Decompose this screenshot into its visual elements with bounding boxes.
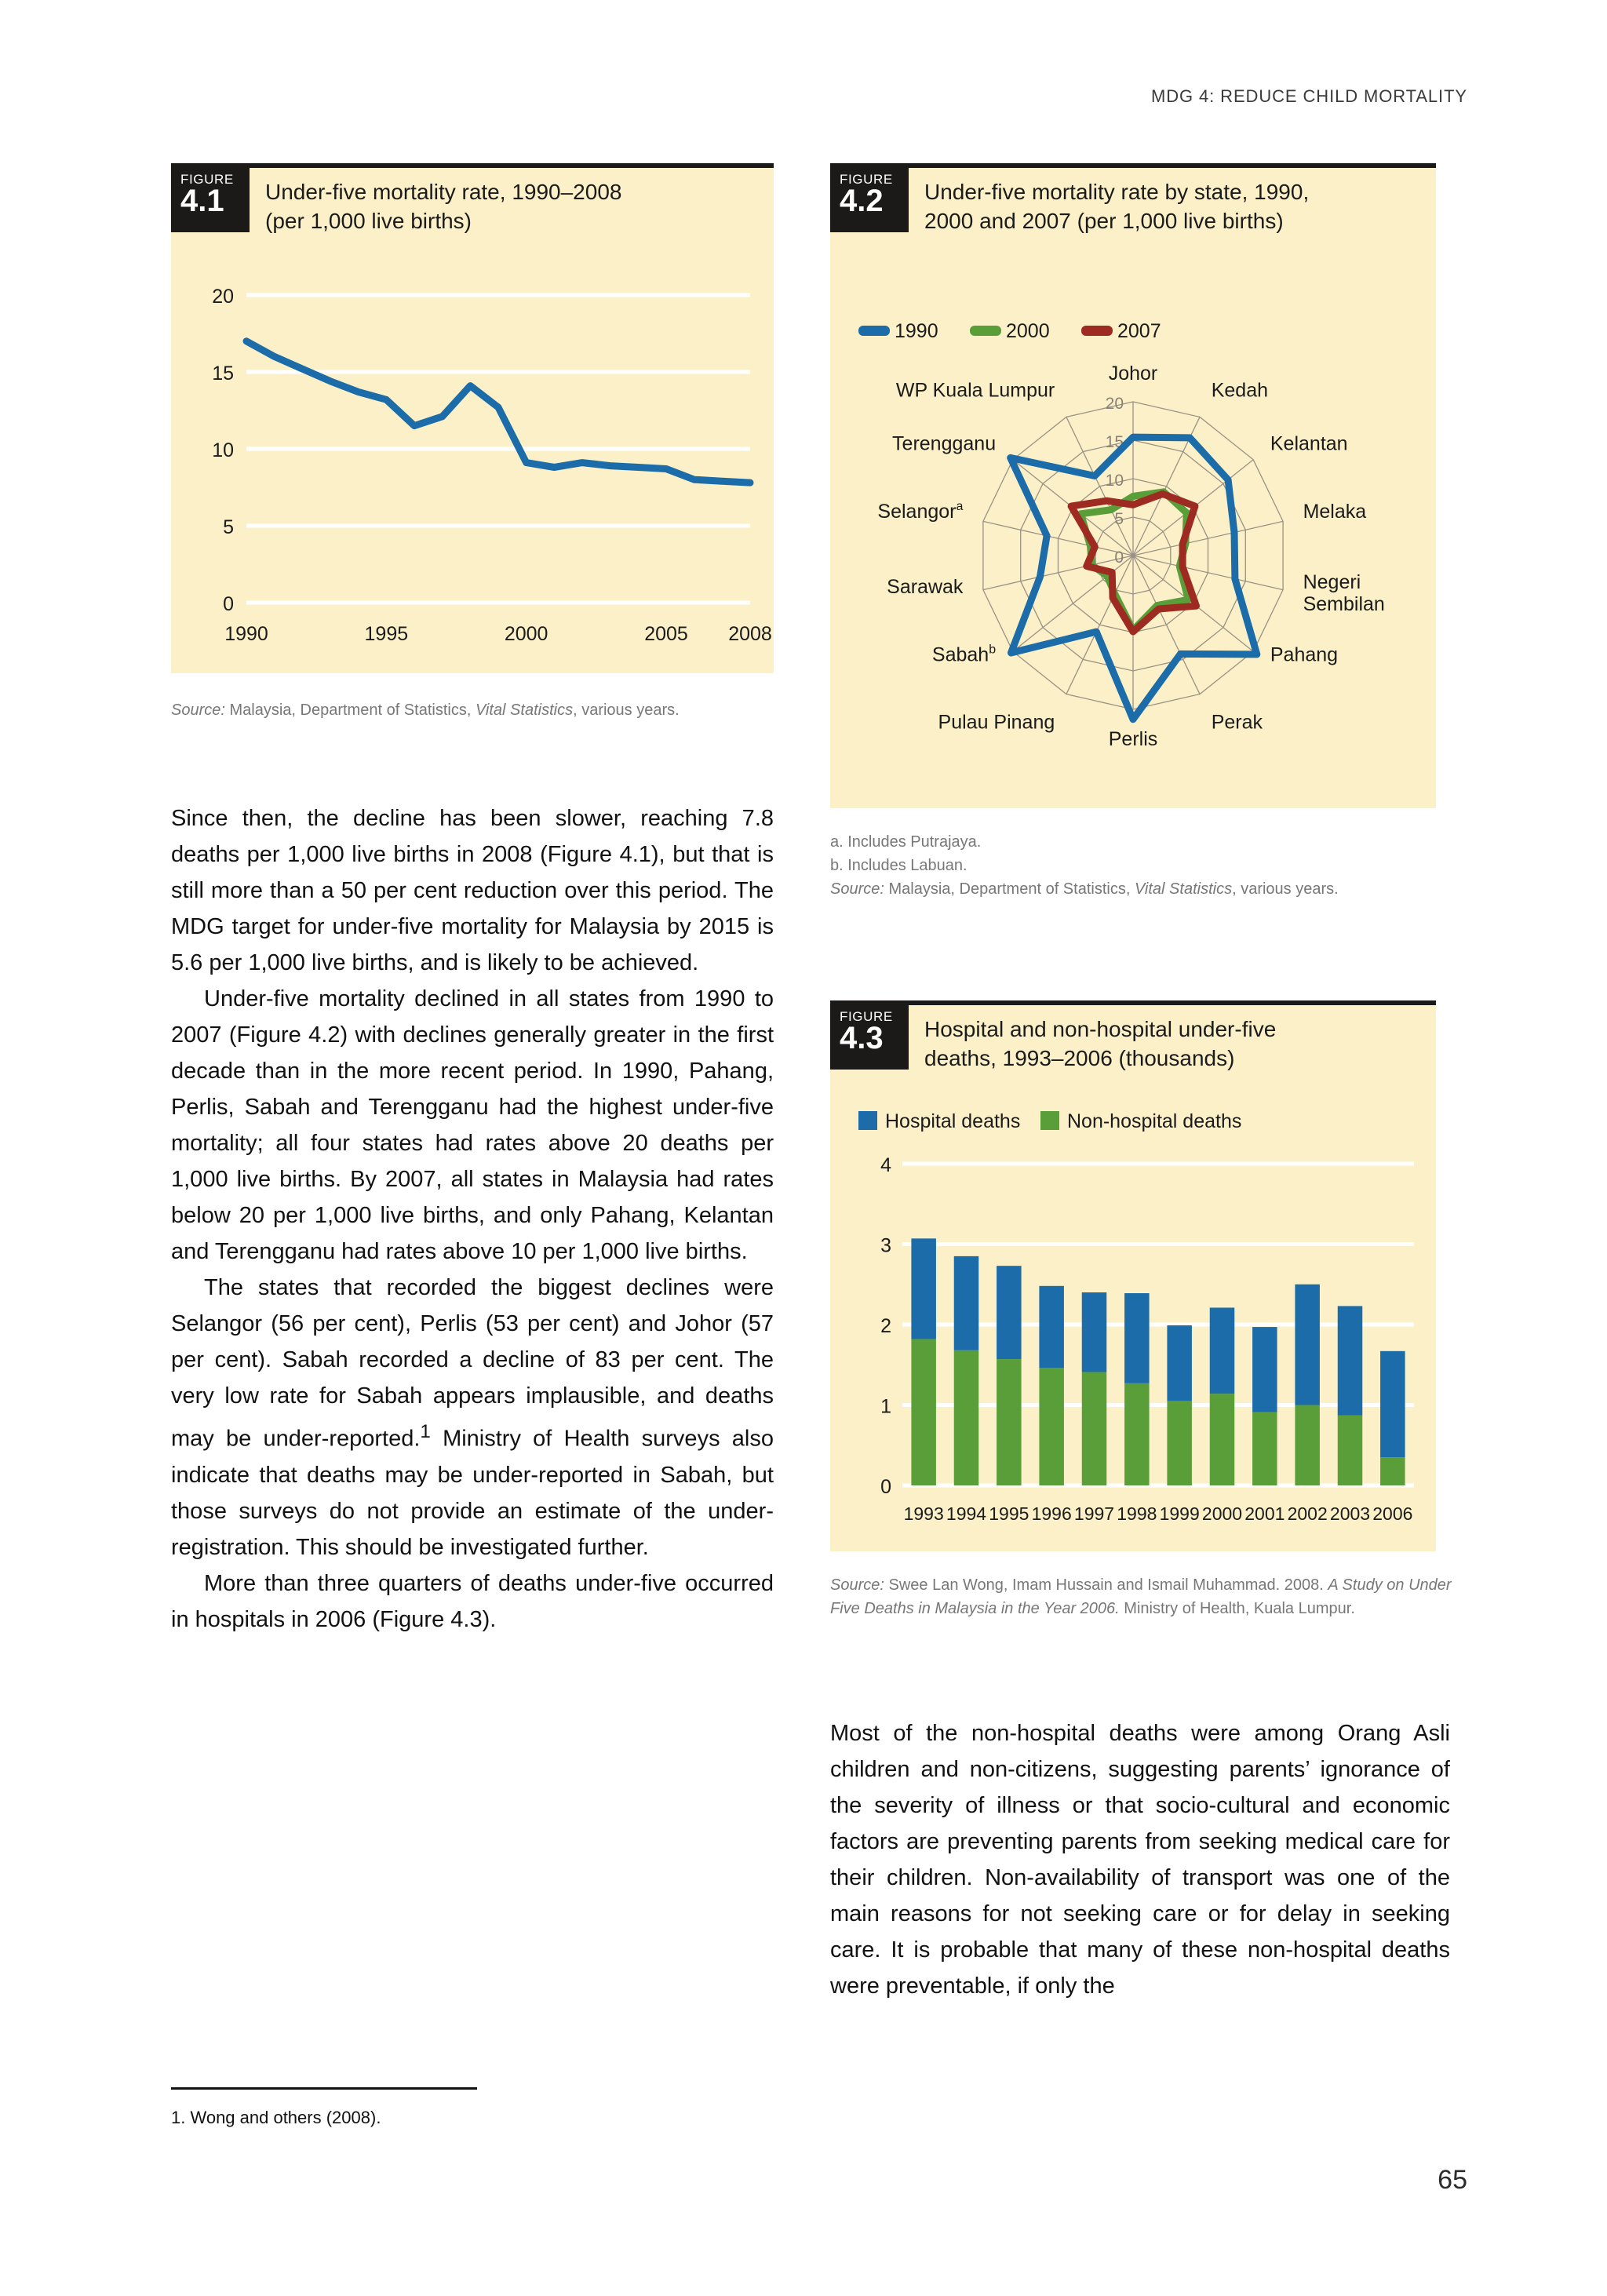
- svg-text:2007: 2007: [1117, 320, 1161, 342]
- footnote-marker-1: 1: [420, 1421, 431, 1442]
- svg-text:15: 15: [1105, 433, 1124, 451]
- svg-text:Kelantan: Kelantan: [1270, 432, 1348, 455]
- svg-text:1995: 1995: [364, 623, 409, 645]
- figure-4-3-bar-chart: [830, 1000, 1436, 1551]
- svg-text:1990: 1990: [224, 623, 268, 645]
- svg-text:Non-hospital deaths: Non-hospital deaths: [1067, 1110, 1242, 1132]
- left-paragraph-1: Since then, the decline has been slower, reaching 7.8 deaths per 1,000 live births in 2008 (Figure 4.1), but that is still more than a 50 per cent reduction over this period. The MDG target for under-five mortality for Malaysia by 2015 is 5.6 per 1,000 live births, and is likely to be achieved.: [171, 806, 774, 975]
- figure-4-1-title-line-1: Under-five mortality rate, 1990–2008: [265, 180, 622, 204]
- svg-text:2005: 2005: [644, 623, 688, 645]
- figure-4-3-container: [830, 1000, 1436, 1551]
- svg-text:10: 10: [212, 439, 234, 461]
- svg-text:5: 5: [1114, 510, 1124, 528]
- svg-text:Pahang: Pahang: [1270, 643, 1339, 666]
- figure-4-2-source-italic: Vital Statistics: [1134, 880, 1233, 898]
- figure-4-2-source: [830, 877, 1450, 901]
- svg-text:Sarawak: Sarawak: [887, 576, 964, 599]
- figure-4-3-title-line-1: Hospital and non-hospital under-five: [924, 1017, 1277, 1041]
- svg-text:0: 0: [1114, 548, 1124, 567]
- figure-4-2-source-text: Malaysia, Department of Statistics,: [884, 880, 1135, 898]
- svg-text:0: 0: [880, 1476, 891, 1498]
- svg-text:2000: 2000: [1006, 320, 1050, 342]
- svg-text:1: 1: [880, 1395, 891, 1418]
- svg-text:20: 20: [1105, 395, 1124, 413]
- figure-4-2-title-line-2: 2000 and 2007 (per 1,000 live births): [924, 209, 1284, 233]
- footnote-rule: [171, 2087, 477, 2090]
- right-paragraph-1: Most of the non-hospital deaths were among Orang Asli children and non-citizens, suggesting parents’ ignorance of the severity of illness or that socio-cultural and economic factors are preventing parents from seeking medical care for their children. Non-availability of transport was one of the main reasons for not seeking care or for delay in seeking care. It is probable that many of these non-hospital deaths were preventable, if only the: [830, 1721, 1450, 1999]
- right-column-body: [830, 1715, 1450, 2004]
- figure-4-2-tag-number: 4.2: [840, 184, 884, 218]
- figure-4-3-source-prefix: Source:: [830, 1576, 884, 1594]
- svg-text:0: 0: [223, 593, 234, 615]
- figure-4-2-tag-word: FIGURE: [840, 172, 893, 187]
- figure-4-2-radar-chart: [830, 163, 1436, 808]
- svg-text:1993: 1993: [903, 1503, 944, 1524]
- figure-4-2-source-prefix: Source:: [830, 880, 884, 898]
- svg-text:2000: 2000: [1201, 1503, 1243, 1524]
- svg-text:2006: 2006: [1372, 1503, 1413, 1524]
- svg-text:2: 2: [880, 1315, 891, 1337]
- figure-4-1-line-chart: [171, 163, 774, 673]
- svg-text:1996: 1996: [1031, 1503, 1072, 1524]
- svg-text:Selangora: Selangor$^a$: [877, 499, 964, 523]
- svg-text:Hospital deaths: Hospital deaths: [885, 1110, 1021, 1132]
- figure-4-1-source: [171, 698, 775, 722]
- svg-text:Perlis: Perlis: [1108, 728, 1158, 750]
- figure-4-3-tag-word: FIGURE: [840, 1009, 893, 1024]
- svg-text:Pulau Pinang: Pulau Pinang: [938, 711, 1055, 734]
- left-paragraph-4: More than three quarters of deaths under-five occurred in hospitals in 2006 (Figure 4.3).: [171, 1570, 774, 1632]
- svg-text:Terengganu: Terengganu: [892, 432, 997, 455]
- figure-4-3-source-italic: A Study on Under Five Deaths in Malaysia in the Year 2006.: [830, 1576, 1452, 1617]
- figure-4-2-source-tail: , various years.: [1232, 880, 1339, 898]
- figure-4-2-note-a: a. Includes Putrajaya.: [830, 833, 982, 851]
- figure-4-3-title-line-2: deaths, 1993–2006 (thousands): [924, 1046, 1235, 1070]
- figure-4-2-notes: [830, 830, 1450, 901]
- left-paragraph-3-part-a: The states that recorded the biggest declines were Selangor (56 per cent), Perlis (53 per cent) and Johor (57 per cent). Sabah recorded a decline of 83 per cent. The very low rate for Sabah appears implausible, and deaths may be under-reported.: [171, 1275, 774, 1452]
- figure-4-2-note-b: b. Includes Labuan.: [830, 857, 967, 874]
- svg-text:1997: 1997: [1073, 1503, 1115, 1524]
- svg-text:Negeri: Negeri: [1303, 571, 1361, 594]
- svg-text:2001: 2001: [1244, 1503, 1285, 1524]
- svg-text:2000: 2000: [504, 623, 548, 645]
- svg-text:Kedah: Kedah: [1211, 379, 1269, 402]
- svg-text:1999: 1999: [1159, 1503, 1200, 1524]
- figure-4-3-source-line-1: Swee Lan Wong, Imam Hussain and Ismail Muhammad. 2008.: [884, 1576, 1328, 1594]
- svg-text:10: 10: [1105, 472, 1124, 490]
- figure-4-1-tag-word: FIGURE: [180, 172, 234, 187]
- svg-text:15: 15: [212, 363, 234, 384]
- svg-text:5: 5: [223, 516, 234, 538]
- figure-4-2-container: [830, 163, 1436, 808]
- left-paragraph-3-part-b: Ministry of Health surveys also indicate that deaths may be under-reported in Sabah, but those surveys do not provide an estimate of the under-registration. This should be investigated further.: [171, 1426, 774, 1560]
- page-number: 65: [1438, 2165, 1467, 2195]
- svg-text:1994: 1994: [946, 1503, 987, 1524]
- figure-4-3-source: [830, 1573, 1458, 1620]
- figure-4-1-source-prefix: Source:: [171, 702, 225, 719]
- svg-text:Melaka: Melaka: [1303, 500, 1367, 523]
- running-head: MDG 4: REDUCE CHILD MORTALITY: [1150, 86, 1467, 106]
- figure-4-1-source-italic: Vital Statistics: [475, 702, 574, 719]
- figure-4-1-source-text: Malaysia, Department of Statistics,: [224, 702, 476, 719]
- svg-text:1995: 1995: [989, 1503, 1029, 1524]
- left-paragraph-3: [171, 1270, 774, 1565]
- svg-text:2008: 2008: [728, 623, 772, 645]
- svg-text:WP Kuala Lumpur: WP Kuala Lumpur: [895, 379, 1055, 402]
- figure-4-1-title-line-2: (per 1,000 live births): [265, 209, 472, 233]
- svg-text:4: 4: [880, 1154, 891, 1176]
- svg-text:2002: 2002: [1287, 1503, 1328, 1524]
- svg-text:Perak: Perak: [1211, 711, 1263, 734]
- figure-4-1-tag-number: 4.1: [180, 184, 224, 218]
- figure-4-3-source-line-2: Ministry of Health, Kuala Lumpur.: [1119, 1600, 1355, 1617]
- figure-4-2-title-line-1: Under-five mortality rate by state, 1990,: [924, 180, 1310, 204]
- svg-text:Sabahb: Sabah$^b$: [931, 643, 997, 666]
- figure-4-3-tag-number: 4.3: [840, 1021, 884, 1055]
- svg-text:1990: 1990: [895, 320, 938, 342]
- svg-text:20: 20: [212, 286, 234, 308]
- figure-4-1-source-tail: , various years.: [573, 702, 680, 719]
- figure-4-1-container: [171, 163, 774, 673]
- left-paragraph-2: Under-five mortality declined in all states from 1990 to 2007 (Figure 4.2) with declines generally greater in the first decade than in the more recent period. In 1990, Pahang, Perlis, Sabah and Terengganu had the highest under-five mortality; all four states had rates above 20 deaths per 1,000 live births. By 2007, all states in Malaysia had rates below 20 per 1,000 live births, and only Pahang, Kelantan and Terengganu had rates above 10 per 1,000 live births.: [171, 986, 774, 1264]
- svg-text:2003: 2003: [1329, 1503, 1371, 1524]
- footnote-1: 1. Wong and others (2008).: [171, 2108, 381, 2127]
- svg-text:1998: 1998: [1117, 1503, 1157, 1524]
- svg-text:Sembilan: Sembilan: [1303, 593, 1385, 616]
- svg-text:3: 3: [880, 1234, 891, 1257]
- svg-text:Johor: Johor: [1108, 363, 1158, 384]
- left-column-body: [171, 800, 774, 1638]
